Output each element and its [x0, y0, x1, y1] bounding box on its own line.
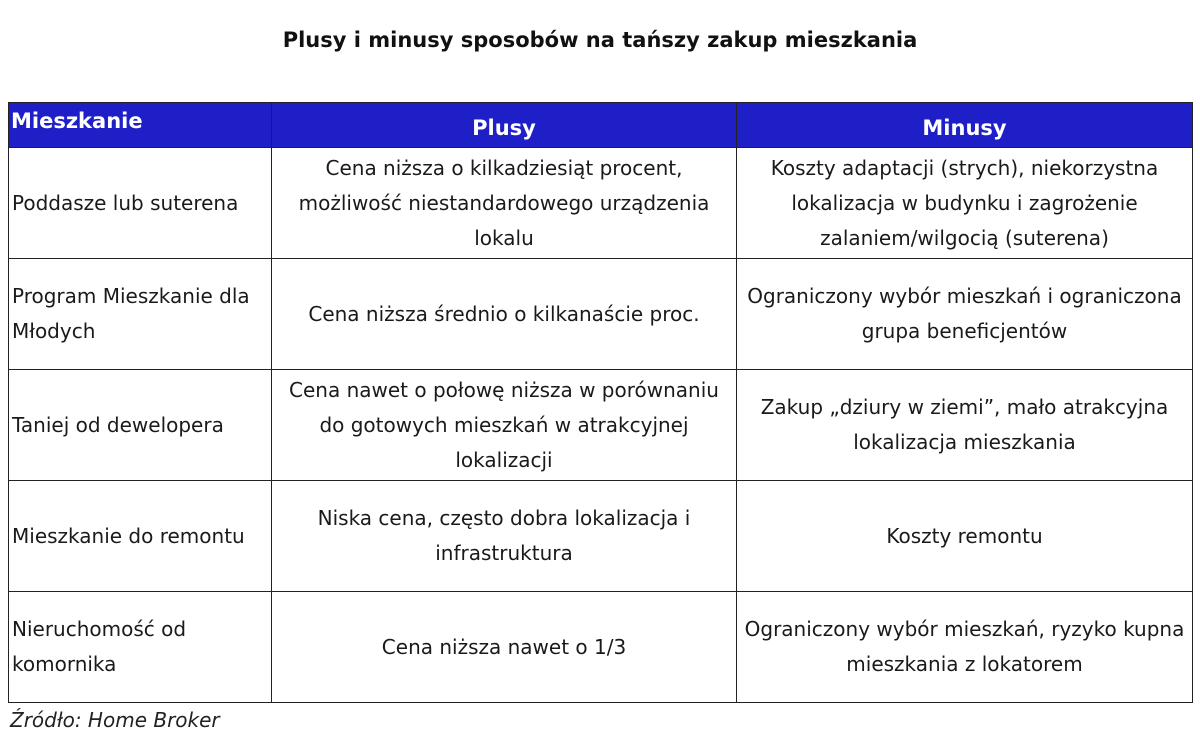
table-header-row — [9, 103, 1193, 148]
row-plus-cell: Cena niższa nawet o 1/3 — [272, 592, 737, 703]
row-name-cell: Nieruchomość od komornika — [9, 592, 272, 703]
row-minus-cell: Koszty adaptacji (strych), niekorzystna lokalizacja w budynku i zagrożenie zalaniem/wilgocią (suterena) — [737, 148, 1193, 259]
row-name-cell: Taniej od dewelopera — [9, 370, 272, 481]
row-minus-cell: Zakup „dziury w ziemi”, mało atrakcyjna lokalizacja mieszkania — [737, 370, 1193, 481]
row-minus-cell: Koszty remontu — [737, 481, 1193, 592]
row-plus-cell: Cena niższa o kilkadziesiąt procent, możliwość niestandardowego urządzenia lokalu — [272, 148, 737, 259]
row-name-cell: Program Mieszkanie dla Młodych — [9, 259, 272, 370]
table-row — [9, 481, 1193, 592]
table-row — [9, 592, 1193, 703]
row-plus-cell: Niska cena, często dobra lokalizacja i infrastruktura — [272, 481, 737, 592]
row-plus-cell: Cena niższa średnio o kilkanaście proc. — [272, 259, 737, 370]
column-header-minusy: Minusy — [737, 103, 1193, 148]
row-minus-cell: Ograniczony wybór mieszkań, ryzyko kupna mieszkania z lokatorem — [737, 592, 1193, 703]
table-title: Plusy i minusy sposobów na tańszy zakup mieszkania — [282, 28, 918, 52]
table-row — [9, 370, 1193, 481]
column-header-mieszkanie: Mieszkanie — [9, 103, 272, 148]
table-row — [9, 259, 1193, 370]
pros-cons-table — [8, 102, 1193, 703]
source-note: Źródło: Home Broker — [10, 708, 220, 732]
column-header-plusy: Plusy — [272, 103, 737, 148]
row-name-cell: Poddasze lub suterena — [9, 148, 272, 259]
table-row — [9, 148, 1193, 259]
row-name-cell: Mieszkanie do remontu — [9, 481, 272, 592]
row-plus-cell: Cena nawet o połowę niższa w porównaniu do gotowych mieszkań w atrakcyjnej lokalizacji — [272, 370, 737, 481]
row-minus-cell: Ograniczony wybór mieszkań i ograniczona grupa beneficjentów — [737, 259, 1193, 370]
